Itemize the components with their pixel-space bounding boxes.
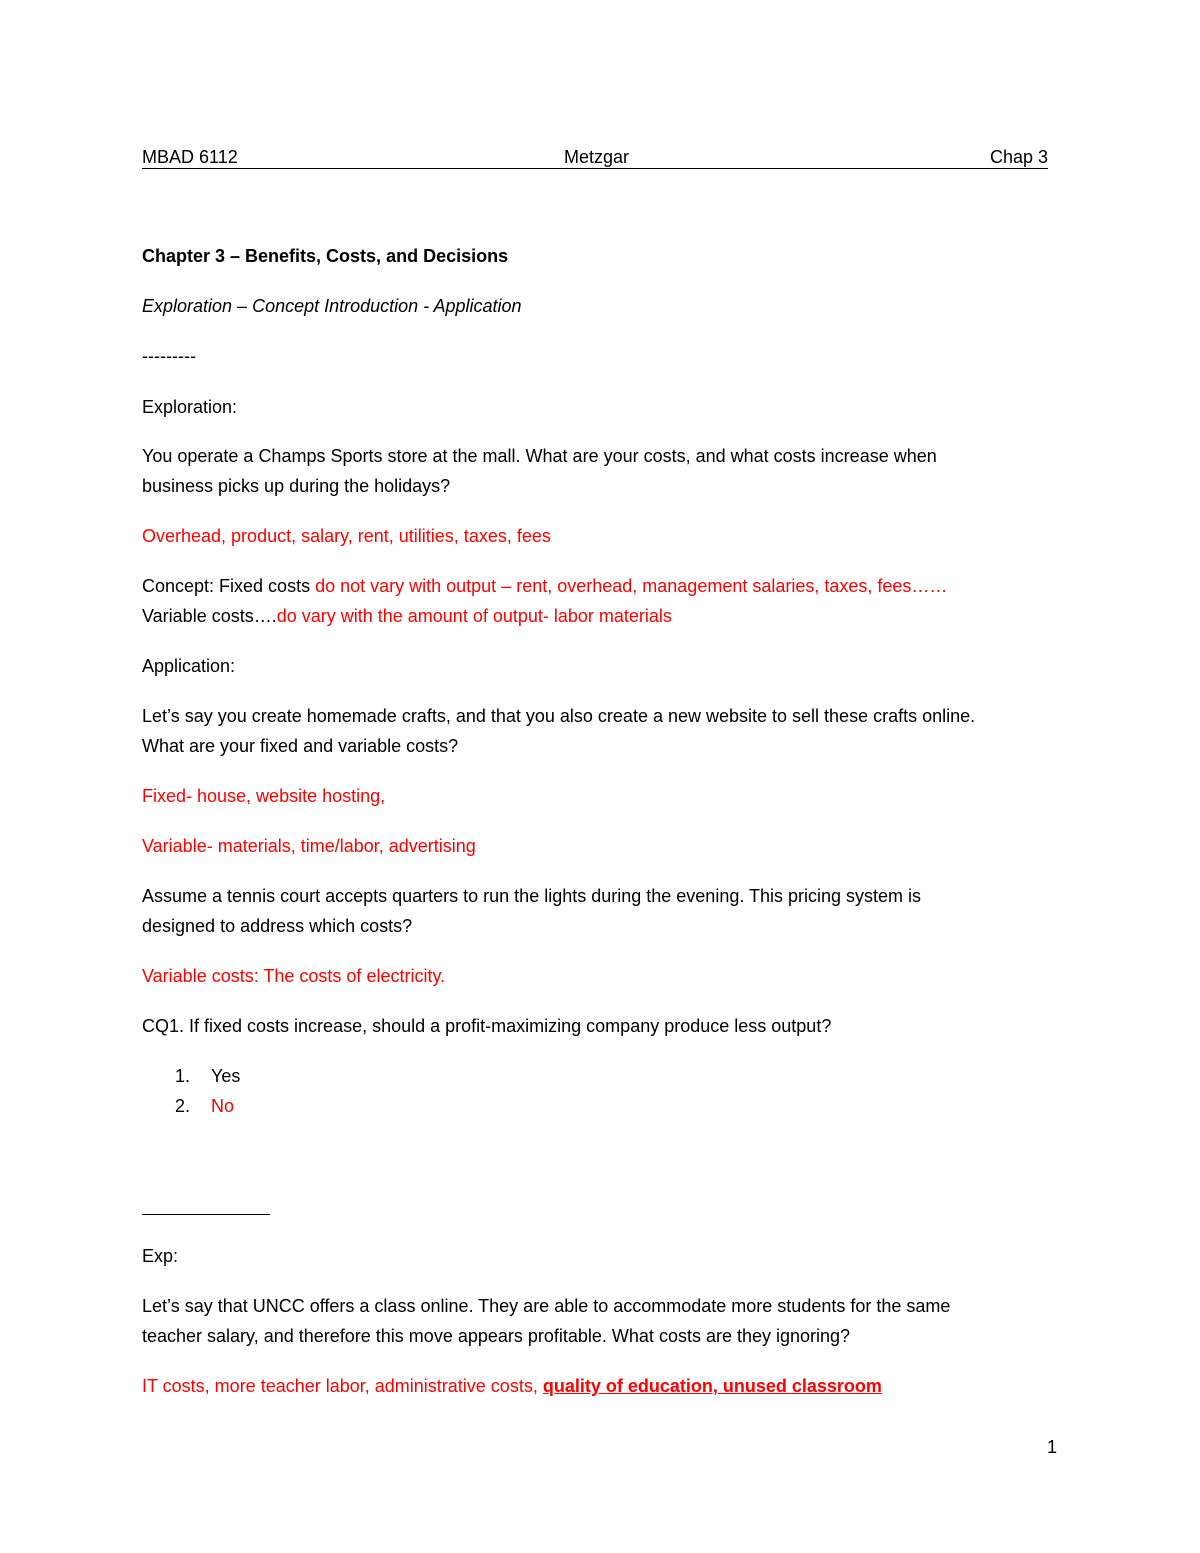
exploration-answer: Overhead, product, salary, rent, utilities, taxes, fees: [142, 526, 551, 546]
header-chapter: Chap 3: [989, 147, 1048, 167]
application-question-line-2: What are your fixed and variable costs?: [142, 736, 459, 756]
cq1-option-1-number: 1.: [175, 1066, 191, 1086]
tennis-question-line-1: Assume a tennis court accepts quarters to run the lights during the evening. This pricing system is: [142, 886, 922, 906]
page-header: [142, 144, 1048, 169]
exploration-heading: Exploration:: [142, 397, 238, 417]
exp-heading: Exp:: [142, 1246, 179, 1266]
tennis-question-line-2: designed to address which costs?: [142, 916, 413, 936]
cq1-option-2: [175, 1095, 234, 1117]
concept-variable-answer: do vary with the amount of output- labor materials: [276, 606, 672, 626]
chapter-subtitle: Exploration – Concept Introduction - Application: [142, 296, 522, 316]
concept-fixed-line: [142, 575, 947, 597]
exp-answer: [142, 1375, 882, 1397]
dash-separator: ---------: [142, 346, 196, 366]
cq1-option-1-text: Yes: [211, 1066, 241, 1086]
concept-variable-line: [142, 605, 672, 627]
exploration-question-line-1: You operate a Champs Sports store at the mall. What are your costs, and what costs increase when: [142, 446, 937, 466]
cq1-option-2-number: 2.: [175, 1096, 191, 1116]
concept-fixed-answer: do not vary with output – rent, overhead, management salaries, taxes, fees……: [315, 576, 948, 596]
exp-answer-emphasis: quality of education, unused classroom: [542, 1376, 882, 1396]
exploration-question-line-2: business picks up during the holidays?: [142, 476, 451, 496]
exp-answer-plain: IT costs, more teacher labor, administrative costs,: [142, 1376, 543, 1396]
chapter-title: Chapter 3 – Benefits, Costs, and Decisions: [142, 246, 509, 266]
application-question-line-1: Let’s say you create homemade crafts, and that you also create a new website to sell these crafts online.: [142, 706, 976, 726]
cq1-option-2-text: No: [211, 1096, 235, 1116]
header-instructor: Metzgar: [564, 147, 630, 167]
exp-question-line-1: Let’s say that UNCC offers a class online. They are able to accommodate more students for the same: [142, 1296, 951, 1316]
application-fixed-answer: Fixed- house, website hosting,: [142, 786, 386, 806]
concept-label: Concept: Fixed costs: [142, 576, 316, 596]
application-variable-answer: Variable- materials, time/labor, advertising: [142, 836, 476, 856]
cq1-option-1: [175, 1065, 240, 1087]
concept-variable-label: Variable costs….: [142, 606, 277, 626]
section-divider: [142, 1214, 270, 1215]
application-heading: Application:: [142, 656, 236, 676]
header-course: MBAD 6112: [142, 147, 238, 167]
tennis-answer: Variable costs: The costs of electricity.: [142, 966, 446, 986]
exp-question-line-2: teacher salary, and therefore this move appears profitable. What costs are they ignoring?: [142, 1326, 851, 1346]
page-number: 1: [1047, 1437, 1058, 1457]
cq1-question: CQ1. If fixed costs increase, should a profit-maximizing company produce less output?: [142, 1016, 832, 1036]
